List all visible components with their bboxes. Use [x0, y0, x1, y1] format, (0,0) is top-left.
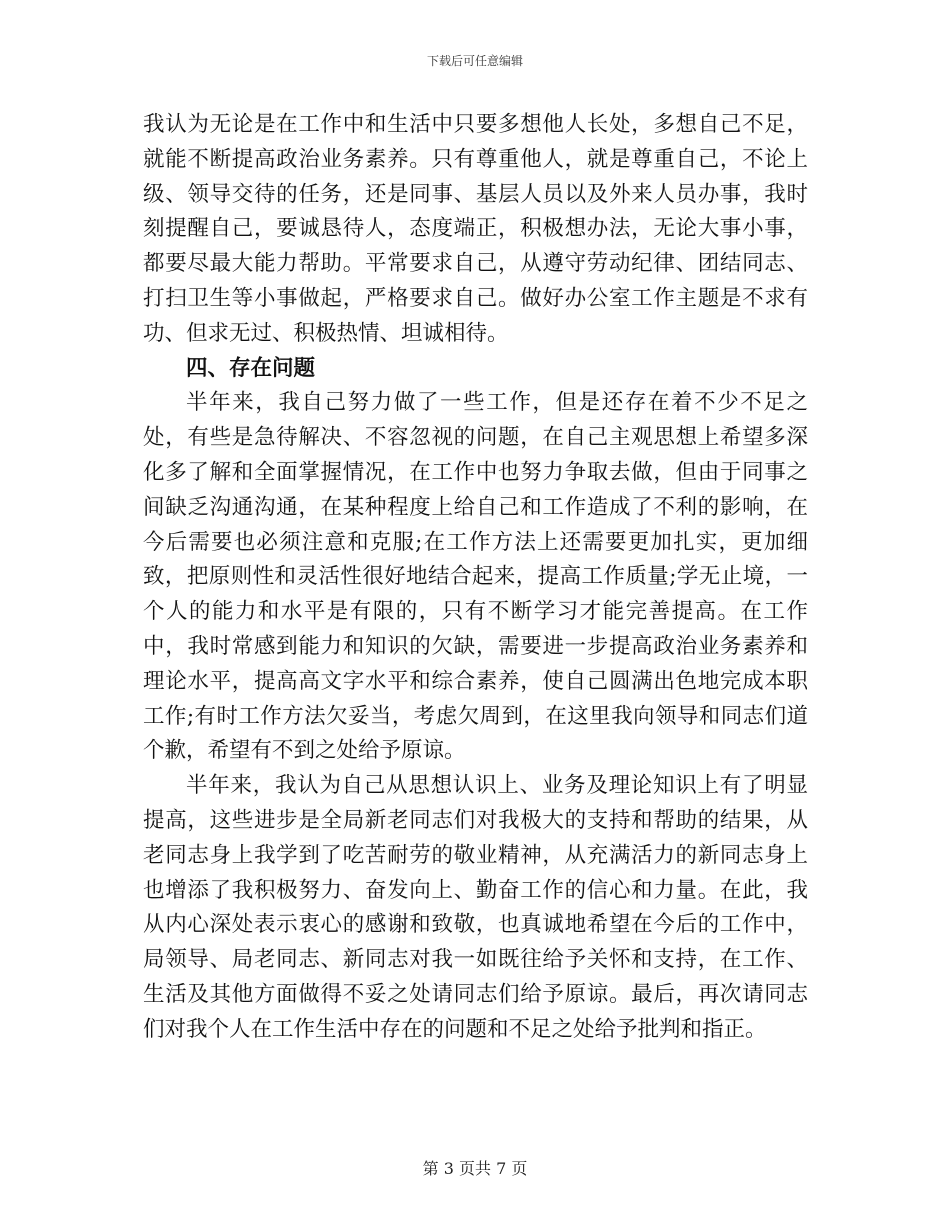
page-number: 第 3 页共 7 页: [422, 1159, 528, 1178]
paragraph-problems: 半年来，我自己努力做了一些工作，但是还存在着不少不足之处，有些是急待解决、不容忽视的问题，在自己主观思想上希望多深化多了解和全面掌握情况，在工作中也努力争取去做，但由于同事之间缺乏沟通沟通，在某种程度上给自己和工作造成了不利的影响，在今后需要也必须注意和克服;在工作方法上还需要更加扎实，更加细致，把原则性和灵活性很好地结合起来，提高工作质量;学无止境，一个人的能力和水平是有限的，只有不断学习才能完善提高。在工作中，我时常感到能力和知识的欠缺，需要进一步提高政治业务素养和理论水平，提高高文字水平和综合素养，使自己圆满出色地完成本职工作;有时工作方法欠妥当，考虑欠周到，在这里我向领导和同志们道个歉，希望有不到之处给予原谅。: [143, 390, 808, 764]
paragraph-continued: 我认为无论是在工作中和生活中只要多想他人长处，多想自己不足，就能不断提高政治业务素养。只有尊重他人，就是尊重自己，不论上级、领导交待的任务，还是同事、基层人员以及外来人员办事，我时刻提醒自己，要诚恳待人，态度端正，积极想办法，无论大事小事，都要尽最大能力帮助。平常要求自己，从遵守劳动纪律、团结同志、打扫卫生等小事做起，严格要求自己。做好办公室工作主题是不求有功、但求无过、积极热情、坦诚相待。: [143, 112, 808, 346]
document-body: [143, 108, 808, 1048]
paragraph-closing: 半年来，我认为自己从思想认识上、业务及理论知识上有了明显提高，这些进步是全局新老同志们对我极大的支持和帮助的结果，从老同志身上我学到了吃苦耐劳的敬业精神，从充满活力的新同志身上也增添了我积极努力、奋发向上、勤奋工作的信心和力量。在此，我从内心深处表示衷心的感谢和致敬，也真诚地希望在今后的工作中，局领导、局老同志、新同志对我一如既往给予关怀和支持，在工作、生活及其他方面做得不妥之处请同志们给予原谅。最后，再次请同志们对我个人在工作生活中存在的问题和不足之处给予批判和指正。: [143, 773, 808, 1042]
section-heading: 四、存在问题: [186, 355, 316, 381]
page-header: 下载后可任意编辑: [426, 54, 523, 68]
